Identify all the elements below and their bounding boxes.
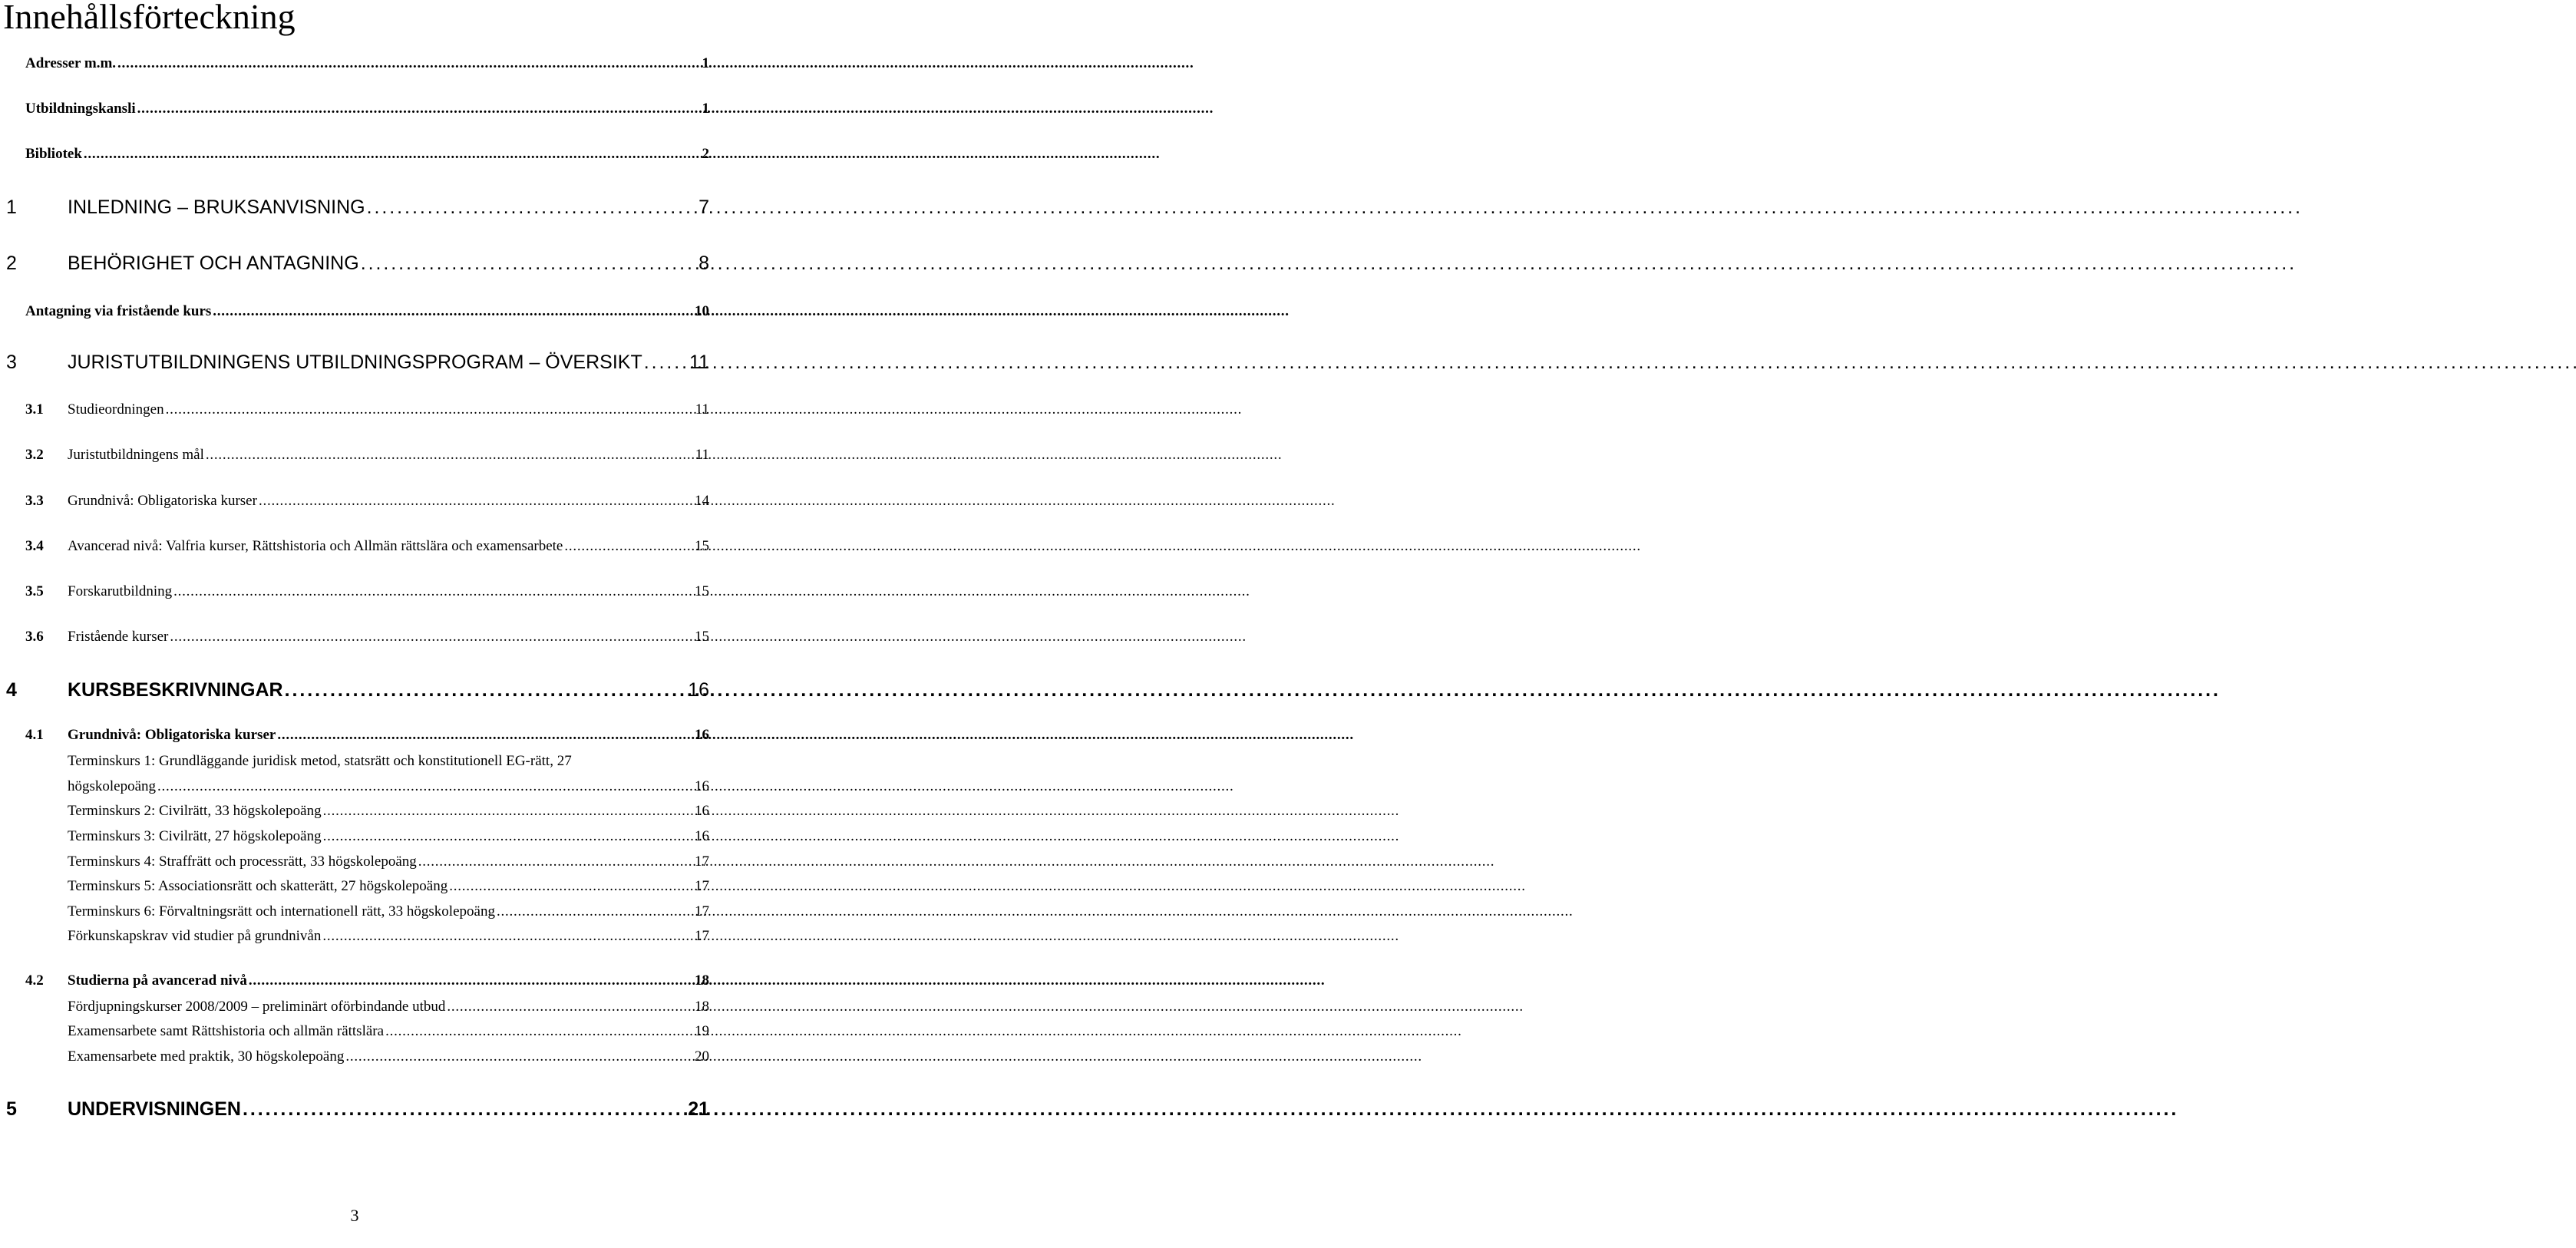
toc-entry-title: Terminskurs 5: Associationsrätt och skatterätt, 27 högskolepoäng — [68, 878, 448, 894]
toc-entry-page: 17 — [695, 928, 709, 944]
toc-entry-title: Examensarbete med praktik, 30 högskolepoäng — [68, 1048, 345, 1065]
toc-leader-dots — [157, 778, 693, 795]
toc-entry-page: 15 — [695, 629, 709, 645]
toc-entry-page: 11 — [695, 401, 709, 418]
toc-entry-title: JURISTUTBILDNINGENS UTBILDNINGSPROGRAM – ÖVERSIKT — [68, 352, 642, 373]
toc-entry-title: Terminskurs 2: Civilrätt, 33 högskolepoäng — [68, 803, 322, 819]
toc-entry-title: UNDERVISNINGEN — [68, 1098, 241, 1120]
toc-entry-page: 2 — [702, 146, 709, 162]
toc-leader-dots — [259, 493, 693, 510]
toc-leader-dots — [166, 401, 694, 418]
toc-entry-title: Bibliotek — [25, 146, 82, 162]
toc-entry-title: Forskarutbildning — [68, 583, 173, 599]
toc-entry-page: 19 — [695, 1023, 709, 1039]
toc-leader-dots — [323, 803, 693, 820]
toc-entry-page: 18 — [695, 972, 709, 989]
toc-entry-title: Juristutbildningens mål — [68, 447, 204, 463]
toc-entry-page: 17 — [695, 903, 709, 919]
toc-leader-dots — [137, 101, 701, 117]
toc-leader-dots — [249, 972, 693, 989]
toc-entry-section-3-3[interactable] — [25, 493, 709, 510]
toc-entry-title: Terminskurs 6: Förvaltningsrätt och internationell rätt, 33 högskolepoäng — [68, 903, 495, 919]
toc-entry-page: 15 — [695, 583, 709, 599]
toc-entry-section-4-1[interactable] — [25, 727, 709, 744]
toc-entry-bibliotek[interactable] — [25, 146, 709, 163]
toc-entry-number: 3.6 — [25, 629, 44, 645]
toc-entry-chapter-5[interactable] — [6, 1098, 709, 1121]
toc-entry-title: Fördjupningskurser 2008/2009 – preliminärt oförbindande utbud — [68, 999, 446, 1015]
toc-entry-page: 8 — [698, 253, 709, 274]
toc-entry-forkunskapskrav[interactable] — [68, 928, 709, 945]
toc-entry-title: Terminskurs 4: Straffrätt och processrätt, 33 högskolepoäng — [68, 853, 417, 870]
toc-entry-number: 4.2 — [25, 972, 44, 989]
toc-entry-adresser[interactable] — [25, 55, 709, 72]
page-title: Innehållsförteckning — [3, 0, 296, 36]
toc-entry-page: 1 — [702, 101, 709, 117]
toc-entry-title: Adresser m.m. — [25, 55, 117, 71]
toc-leader-dots — [285, 679, 687, 702]
toc-leader-dots — [497, 903, 693, 920]
toc-entry-title: Förkunskapskrav vid studier på grundnivån — [68, 928, 322, 944]
toc-entry-number: 4 — [6, 679, 17, 701]
toc-leader-dots — [385, 1023, 693, 1040]
toc-entry-fordjupningskurser[interactable] — [68, 999, 709, 1015]
toc-leader-dots — [447, 999, 693, 1015]
toc-entry-terminskurs-2[interactable] — [68, 803, 709, 820]
toc-leader-dots — [322, 928, 693, 945]
toc-entry-title: Examensarbete samt Rättshistoria och allmän rättslära — [68, 1023, 385, 1039]
toc-entry-terminskurs-6[interactable] — [68, 903, 709, 920]
toc-entry-page: 10 — [695, 303, 709, 319]
toc-entry-number: 3.3 — [25, 493, 44, 509]
toc-entry-terminskurs-1-line1[interactable] — [68, 753, 709, 770]
toc-entry-number: 3.5 — [25, 583, 44, 599]
toc-entry-chapter-3[interactable] — [6, 352, 709, 374]
toc-entry-chapter-4[interactable] — [6, 679, 709, 702]
toc-leader-dots — [206, 447, 694, 464]
toc-entry-title: Antagning via fristående kurs — [25, 303, 212, 319]
toc-entry-page: 18 — [695, 999, 709, 1015]
toc-entry-title: BEHÖRIGHET OCH ANTAGNING — [68, 253, 359, 274]
toc-entry-page: 16 — [688, 679, 709, 701]
toc-leader-dots — [564, 538, 693, 555]
toc-entry-page: 16 — [695, 727, 709, 743]
toc-leader-dots — [644, 352, 688, 374]
toc-entry-page: 11 — [689, 352, 709, 373]
toc-entry-page: 7 — [698, 196, 709, 218]
toc-entry-number: 1 — [6, 196, 17, 218]
toc-leader-dots — [170, 629, 693, 645]
toc-entry-page: 20 — [695, 1048, 709, 1065]
toc-entry-section-3-5[interactable] — [25, 583, 709, 600]
toc-entry-title: Fristående kurser — [68, 629, 169, 645]
toc-leader-dots — [323, 828, 693, 845]
toc-entry-title: Grundnivå: Obligatoriska kurser — [68, 727, 276, 743]
toc-leader-dots — [361, 253, 697, 275]
toc-entry-terminskurs-1[interactable] — [68, 778, 709, 795]
toc-entry-page: 15 — [695, 538, 709, 554]
toc-entry-examensarbete[interactable] — [68, 1023, 709, 1040]
toc-leader-dots — [449, 878, 693, 895]
toc-entry-page: 11 — [695, 447, 709, 463]
toc-entry-terminskurs-5[interactable] — [68, 878, 709, 895]
toc-entry-title: högskolepoäng — [68, 778, 157, 794]
toc-entry-number: 3.2 — [25, 447, 44, 463]
toc-entry-title: Terminskurs 3: Civilrätt, 27 högskolepoäng — [68, 828, 322, 844]
toc-entry-title: Studieordningen — [68, 401, 164, 418]
toc-entry-number: 5 — [6, 1098, 17, 1120]
toc-entry-title: KURSBESKRIVNINGAR — [68, 679, 283, 701]
toc-entry-title: Avancerad nivå: Valfria kurser, Rättshistoria och Allmän rättslära och examensarbete — [68, 538, 563, 554]
toc-entry-page: 21 — [688, 1098, 709, 1120]
toc-entry-title: Studierna på avancerad nivå — [68, 972, 247, 989]
toc-entry-terminskurs-3[interactable] — [68, 828, 709, 845]
toc-entry-page: 16 — [695, 803, 709, 819]
toc-leader-dots — [345, 1048, 693, 1065]
toc-entry-title: Utbildningskansli — [25, 101, 136, 117]
toc-entry-page: 17 — [695, 853, 709, 870]
toc-entry-antagning[interactable] — [25, 303, 709, 320]
page-number: 3 — [350, 1206, 359, 1225]
toc-entry-section-3-2[interactable] — [25, 447, 709, 464]
toc-entry-chapter-1[interactable] — [6, 196, 709, 219]
toc-entry-number: 2 — [6, 253, 17, 274]
toc-entry-section-3-4[interactable] — [25, 538, 709, 555]
toc-entry-number: 4.1 — [25, 727, 44, 743]
toc-entry-section-4-2[interactable] — [25, 972, 709, 989]
toc-leader-dots — [117, 55, 700, 72]
toc-entry-chapter-2[interactable] — [6, 253, 709, 275]
toc-entry-page: 14 — [695, 493, 709, 509]
toc-leader-dots — [173, 583, 693, 600]
toc-entry-page: 17 — [695, 878, 709, 894]
toc-leader-dots — [367, 196, 698, 219]
toc-leader-dots — [243, 1098, 686, 1121]
toc-entry-terminskurs-4[interactable] — [68, 853, 709, 870]
toc-entry-section-3-6[interactable] — [25, 629, 709, 645]
toc-entry-number: 3 — [6, 352, 17, 373]
toc-entry-number: 3.4 — [25, 538, 44, 554]
toc-entry-examensarbete-praktik[interactable] — [68, 1048, 709, 1065]
toc-entry-page: 1 — [702, 55, 709, 71]
toc-leader-dots — [277, 727, 693, 744]
toc-entry-title: INLEDNING – BRUKSANVISNING — [68, 196, 365, 218]
toc-leader-dots — [213, 303, 693, 320]
toc-entry-utbildningskansli[interactable] — [25, 101, 709, 117]
toc-entry-title: Terminskurs 1: Grundläggande juridisk metod, statsrätt och konstitutionell EG-rätt, 27 — [68, 753, 572, 769]
toc-entry-page: 16 — [695, 778, 709, 794]
toc-entry-number: 3.1 — [25, 401, 44, 418]
toc-leader-dots — [418, 853, 693, 870]
toc-entry-section-3-1[interactable] — [25, 401, 709, 418]
toc-leader-dots — [84, 146, 701, 163]
toc-entry-page: 16 — [695, 828, 709, 844]
toc-entry-title: Grundnivå: Obligatoriska kurser — [68, 493, 257, 509]
